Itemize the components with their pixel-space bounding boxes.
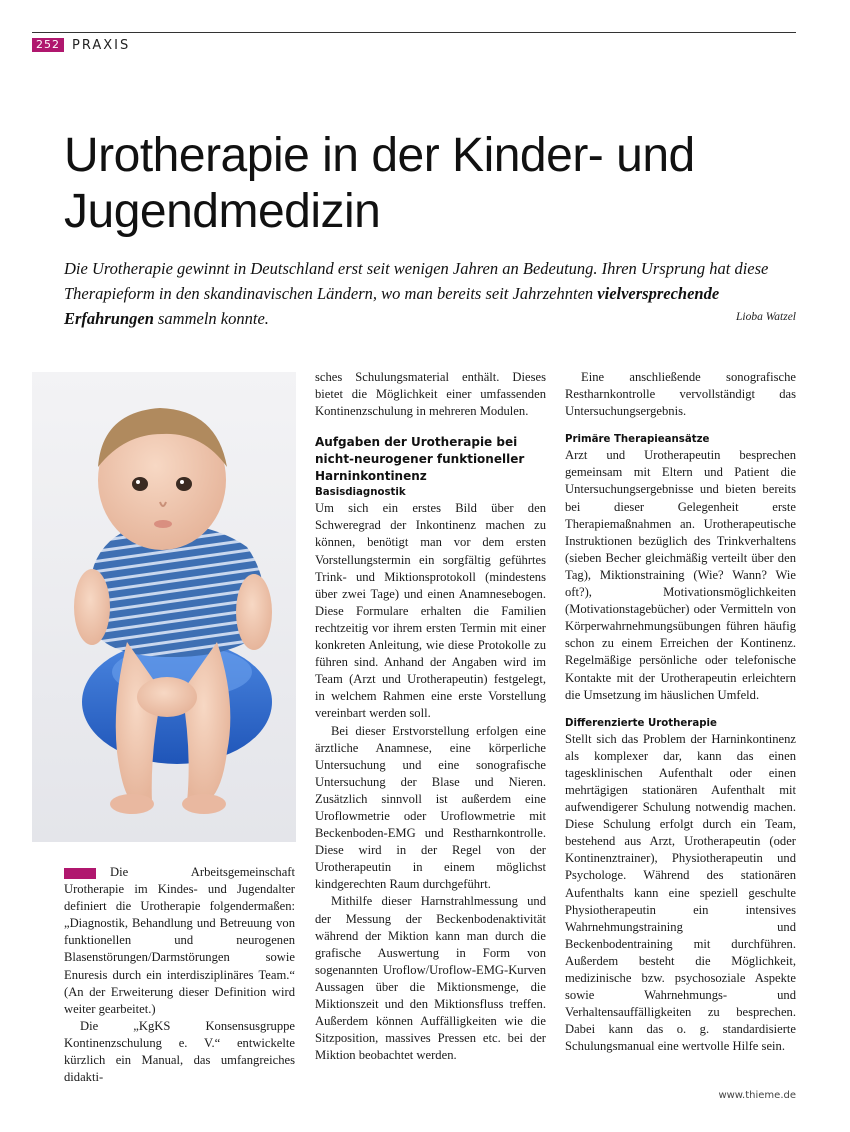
- text-column-3: [565, 369, 796, 1055]
- spacer: [565, 420, 796, 432]
- toddler-photo: [32, 372, 296, 842]
- paragraph-continuation: sches Schulungsmaterial enthält. Dieses bietet die Möglichkeit einer umfassenden Kontinenzschulung in mehreren Modulen.: [315, 370, 546, 419]
- paragraph-restharnkontrolle: Eine anschließende sonografische Restharnkontrolle vervollständigt das Untersuchungsergebnis.: [565, 370, 796, 419]
- footer-url: www.thieme.de: [718, 1090, 796, 1101]
- page-number: 252: [32, 38, 64, 52]
- paragraph-erstvorstellung: Bei dieser Erstvorstellung erfolgen eine ärztliche Anamnese, eine körperliche Untersuchung und eine sonografische Untersuchung der Blase und Nieren. Zusätzlich sinnvoll ist außerdem eine Uroflowmetrie oder Uroflowmetrie mit Beckenboden-EMG und Restharnkontrolle. Diese wird in der Regel von der Urotherapeutin in einem möglichst kindgerechten Raum durchgeführt.: [315, 723, 546, 892]
- text-column-1: [64, 864, 295, 1086]
- article-lead: [64, 256, 796, 331]
- paragraph-definition-text: Die Arbeitsgemeinschaft Urotherapie im Kindes- und Jugendalter definiert die Urotherapie folgendermaßen: „Diagnostik, Behandlung und Betreuung von funktionellen und neurogenen Blasenstörungen/Darmstörungen sowie Enuresis durch ein interdisziplinäres Team.“ (An der Erweiterung dieser Definition wird weiter gearbeitet.): [64, 865, 295, 1016]
- top-rule: [32, 32, 796, 33]
- paragraph-kgks: Die „KgKS Konsensusgruppe Kontinenzschulung e. V.“ entwickelte kürzlich ein Manual, das umfangreiches didakti-: [64, 1018, 295, 1085]
- paragraph-differenzierte-urotherapie: Stellt sich das Problem der Harninkontinenz als komplexer dar, kann das einen tagesklinischen Aufenthalt oder einen mehrtägigen stationären Aufenthalt mit aufwendigerer Schulung notwendig machen. Diese Schulung erfolgt durch ein Team, bestehend aus Arzt, Urotherapeutin (oder Kontinenztrainer), Physiotherapeutin und Psychologe. Während des stationären Aufenthalts kann eine speziell geschulte Physiotherapeutin ein intensives Wahrnehmungstraining und Beckenbodentraining mit durchführen. Außerdem besteht die Möglichkeit, medizinische bzw. psychosoziale Aspekte sowie Wahrnehmungs- und Verhaltensauffälligkeiten zu besprechen. Dabei kann das o. g. standardisierte Schulungsmanual eine wertvolle Hilfe sein.: [565, 731, 796, 1054]
- paragraph-harnstrahlmessung: Mithilfe dieser Harnstrahlmessung und der Messung der Beckenbodenaktivität während der Miktion kann man durch die grafische Auswertung in Form von sogenannten Uroflow/Uroflow-EMG-Kurven Aussagen über die Miktionsmenge, die Miktionszeit und den Miktionsfluss treffen. Außerdem können Auffälligkeiten wie die Sitzposition, massives Pressen etc. bei der Miktion beobachtet werden.: [315, 894, 546, 1063]
- paragraph-basisdiagnostik: Um sich ein erstes Bild über den Schweregrad der Inkontinenz machen zu können, benötigt man vor dem ersten Vorstellungstermin ein sorgfältig geführtes Trink- und Miktionsprotokoll (mindestens über zwei Tage) und einen Anamnesebogen. Diese Formulare erhalten die Familien rechtzeitig vor ihrem ersten Termin mit einer konkreten Anleitung, wie diese Protokolle zu führen sind. Anhand der Angaben wird im Team (Arzt und Urotherapeutin) festgelegt, in welchem Rahmen eine erste Vorstellung vereinbart werden soll.: [315, 501, 546, 721]
- article-title: Urotherapie in der Kinder- und Jugendmedizin: [64, 129, 695, 238]
- heading-basisdiagnostik: Basisdiagnostik: [315, 487, 406, 499]
- section-label: PRAXIS: [72, 38, 131, 53]
- accent-marker: [64, 868, 96, 879]
- spacer: [315, 420, 546, 434]
- paragraph-definition: [64, 864, 295, 1018]
- lead-text-2: sammeln konnte.: [153, 309, 269, 328]
- text-column-2: [315, 369, 546, 1064]
- spacer: [565, 704, 796, 716]
- lead-emphasis: vielversprechende Erfahrungen: [64, 284, 720, 328]
- heading-primaere-therapie: Primäre Therapieansätze: [565, 434, 710, 446]
- paragraph-primaere-therapie: Arzt und Urotherapeutin besprechen gemeinsam mit Eltern und Patient die Untersuchungsergebnisse und bieten bereits bei dieser Gelegenheit erste Therapiemaßnahmen an. Urotherapeutische Instruktionen bezüglich des Trinkverhaltens (sieben Becher gleichmäßig verteilt über den Tag), Miktionstraining (Wie? Wann? Wie oft?), Motivationsmöglichkeiten (Motivationstagebücher) oder Vermitteln von Körperwahrnehmungsübungen führen häufig schon zu einem Erreichen der Kontinenz. Regelmäßige persönliche oder telefonische Kontakte mit der Urotherapeutin erleichtern die Umsetzung im häuslichen Umfeld.: [565, 448, 796, 702]
- lead-text-1: Die Urotherapie gewinnt in Deutschland erst seit wenigen Jahren an Bedeutung. Ihren Ursprung hat diese Therapieform in den skandinavischen Ländern, wo man bereits seit Jahrzehnten: [64, 259, 769, 303]
- toddler-illustration: [32, 372, 296, 842]
- heading-aufgaben: Aufgaben der Urotherapie bei nicht-neurogener funktioneller Harninkontinenz: [315, 435, 525, 484]
- heading-differenzierte-urotherapie: Differenzierte Urotherapie: [565, 717, 717, 729]
- author-name: Lioba Watzel: [736, 311, 796, 323]
